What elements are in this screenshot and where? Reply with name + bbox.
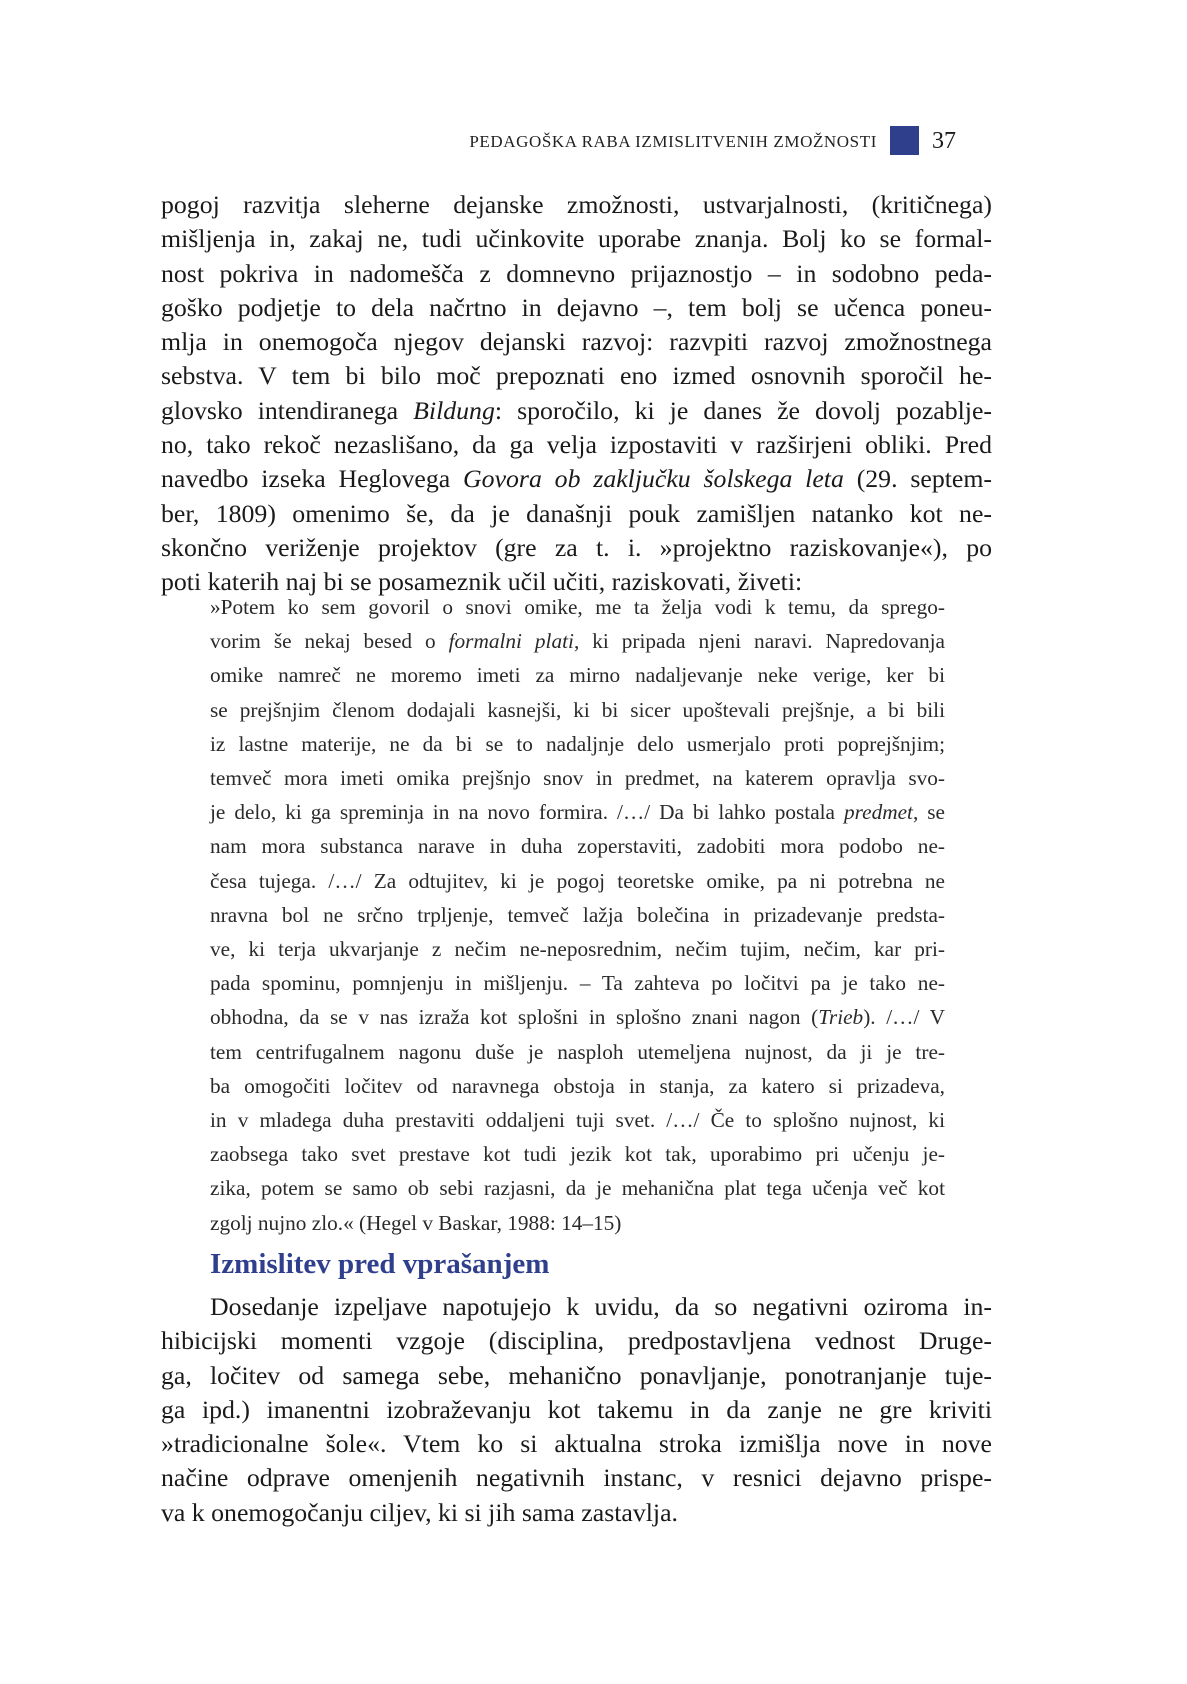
- text-line: [210, 1069, 945, 1103]
- text-line: [161, 1461, 992, 1495]
- italic-text: Trieb: [818, 1005, 864, 1030]
- text-line: [210, 761, 945, 795]
- text-line: [161, 1496, 992, 1530]
- text-run: nost pokriva in nadomešča z domnevno prijaznostjo – in sodobno peda-: [161, 258, 992, 288]
- text-run: načine odprave omenjenih negativnih instanc, v resnici dejavno prispe-: [161, 1463, 992, 1493]
- text-run: iz lastne materije, ne da bi se to nadaljnje delo usmerjalo proti poprejšnjim;: [210, 731, 945, 756]
- text-run: poti katerih naj bi se posameznik učil učiti, raziskovati, živeti:: [161, 567, 803, 597]
- running-title: PEDAGOŠKA RABA IZMISLITVENIH ZMOŽNOSTI: [469, 132, 877, 151]
- text-run: ga ipd.) imanentni izobraževanju kot takemu in da zanje ne gre kriviti: [161, 1394, 992, 1424]
- text-line: [210, 898, 945, 932]
- text-run: (29. septem-: [843, 464, 993, 494]
- italic-text: Govora ob zaključku šolskega leta: [463, 464, 844, 494]
- paragraph-invention-question: [161, 1290, 992, 1530]
- text-run: , ki pripada njeni naravi. Napredovanja: [573, 629, 945, 654]
- text-line: [210, 1137, 945, 1171]
- text-run: tem centrifugalnem nagonu duše je nasploh utemeljena nujnost, da ji je tre-: [210, 1039, 945, 1064]
- text-run: »tradicionalne šole«. Vtem ko si aktualna stroka izmišlja nove in nove: [161, 1429, 992, 1459]
- text-line: [161, 497, 992, 531]
- text-run: no, tako rekoč nezaslišano, da ga velja izpostaviti v razširjeni obliki. Pred: [161, 430, 992, 460]
- text-line: [161, 325, 992, 359]
- text-run: nam mora substanca narave in duha zoperstaviti, zadobiti mora podobo ne-: [210, 834, 945, 859]
- text-run: mlja in onemogoča njegov dejanski razvoj: razvpiti razvoj zmožnostnega: [161, 327, 992, 357]
- text-run: nravna bol ne srčno trpljenje, temveč lažja bolečina in prizadevanje predsta-: [210, 902, 945, 927]
- text-run: mišljenja in, zakaj ne, tudi učinkovite uporabe znanja. Bolj ko se formal-: [161, 224, 992, 254]
- text-line: [161, 291, 992, 325]
- text-run: česa tujega. /…/ Za odtujitev, ki je pogoj teoretske omike, pa ni potrebna ne: [210, 868, 945, 893]
- text-run: pogoj razvitja sleherne dejanske zmožnosti, ustvarjalnosti, (kritičnega): [161, 190, 992, 219]
- text-line: [161, 222, 992, 256]
- text-line: [210, 727, 945, 761]
- text-run: omike namreč ne moremo imeti za mirno nadaljevanje neke verige, ker bi: [210, 663, 945, 688]
- italic-text: Bildung: [413, 395, 495, 425]
- text-run: sebstva. V tem bi bilo moč prepoznati eno izmed osnovnih sporočil he-: [161, 361, 992, 391]
- text-run: pada spominu, pomnjenju in mišljenju. – Ta zahteva po ločitvi pa je tako ne-: [210, 971, 945, 996]
- text-line: [210, 1103, 945, 1137]
- text-run: ). /…/ V: [863, 1005, 945, 1030]
- text-line: [210, 1035, 945, 1069]
- text-line: [210, 693, 945, 727]
- text-line: [210, 1000, 945, 1034]
- text-line: [161, 257, 992, 291]
- text-run: ve, ki terja ukvarjanje z nečim ne-neposrednim, nečim tujim, nečim, kar pri-: [210, 937, 945, 962]
- text-line: [161, 1427, 992, 1461]
- text-run: ber, 1809) omenimo še, da je današnji pouk zamišljen natanko kot ne-: [161, 498, 992, 528]
- header-square-marker: [890, 126, 919, 155]
- text-line: [210, 658, 945, 692]
- text-run: ga, ločitev od samega sebe, mehanično ponavljanje, ponotranjanje tuje-: [161, 1360, 992, 1390]
- text-run: : sporočilo, ki je danes že dovolj pozablje-: [494, 395, 992, 425]
- text-run: navedbo izseka Heglovega: [161, 464, 464, 494]
- text-line: [210, 590, 945, 624]
- text-run: hibicijski momenti vzgoje (disciplina, predpostavljena vednost Druge-: [161, 1326, 992, 1356]
- paragraph-hegel-intro: [161, 188, 992, 600]
- text-line: [161, 1393, 992, 1427]
- text-line: [161, 394, 992, 428]
- text-line: [161, 188, 992, 222]
- text-run: skončno veriženje projektov (gre za t. i. »projektno raziskovanje«), po: [161, 532, 992, 562]
- running-header: [460, 126, 970, 160]
- text-run: vorim še nekaj besed o: [210, 629, 449, 654]
- text-run: ba omogočiti ločitev od naravnega obstoja in stanja, za katero si prizadeva,: [210, 1073, 945, 1098]
- text-run: obhodna, da se v nas izraža kot splošni in splošno znani nagon (: [210, 1005, 819, 1030]
- text-line: [210, 1206, 945, 1240]
- text-line: [161, 531, 992, 565]
- text-line: [210, 795, 945, 829]
- text-run: je delo, ki ga spreminja in na novo formira. /…/ Da bi lahko postala: [210, 800, 844, 825]
- text-run: va k onemogočanju ciljev, ki si jih sama zastavlja.: [161, 1497, 678, 1527]
- italic-text: formalni plati: [448, 629, 574, 654]
- text-run: »Potem ko sem govoril o snovi omike, me ta želja vodi k temu, da sprego-: [210, 595, 945, 619]
- text-line: [210, 864, 945, 898]
- text-run: se prejšnjim členom dodajali kasnejši, ki bi sicer upoštevali prejšnje, a bi bili: [210, 697, 945, 722]
- text-line: [161, 359, 992, 393]
- italic-text: predmet: [843, 800, 913, 825]
- text-line: [210, 829, 945, 863]
- text-run: temveč mora imeti omika prejšnjo snov in predmet, na katerem opravlja svo-: [210, 766, 945, 791]
- text-line: [161, 1324, 992, 1358]
- text-line: [210, 1171, 945, 1205]
- text-line: [210, 966, 945, 1000]
- text-line: [210, 932, 945, 966]
- text-run: , se: [912, 800, 945, 825]
- text-line: [161, 1359, 992, 1393]
- page-number: 37: [932, 128, 956, 154]
- text-line: [161, 428, 992, 462]
- text-run: in v mladega duha prestaviti oddaljeni tuji svet. /…/ Če to splošno nujnost, ki: [210, 1108, 945, 1133]
- text-line: [210, 624, 945, 658]
- text-run: zika, potem se samo ob sebi razjasni, da je mehanična plat tega učenja več kot: [210, 1176, 945, 1201]
- text-run: glovsko intendiranega: [161, 395, 414, 425]
- text-line: [161, 462, 992, 496]
- text-run: zaobsega tako svet prestave kot tudi jezik kot tak, uporabimo pri učenju je-: [210, 1142, 945, 1167]
- text-line: [161, 1290, 992, 1324]
- section-heading: Izmislitev pred vprašanjem: [210, 1248, 550, 1280]
- block-quote-hegel: [210, 590, 945, 1240]
- text-run: goško podjetje to dela načrtno in dejavno –, tem bolj se učenca poneu-: [161, 292, 992, 322]
- text-run: zgolj nujno zlo.« (Hegel v Baskar, 1988: 14–15): [210, 1210, 622, 1235]
- text-run: Dosedanje izpeljave napotujejo k uvidu, da so negativni oziroma in-: [210, 1292, 992, 1321]
